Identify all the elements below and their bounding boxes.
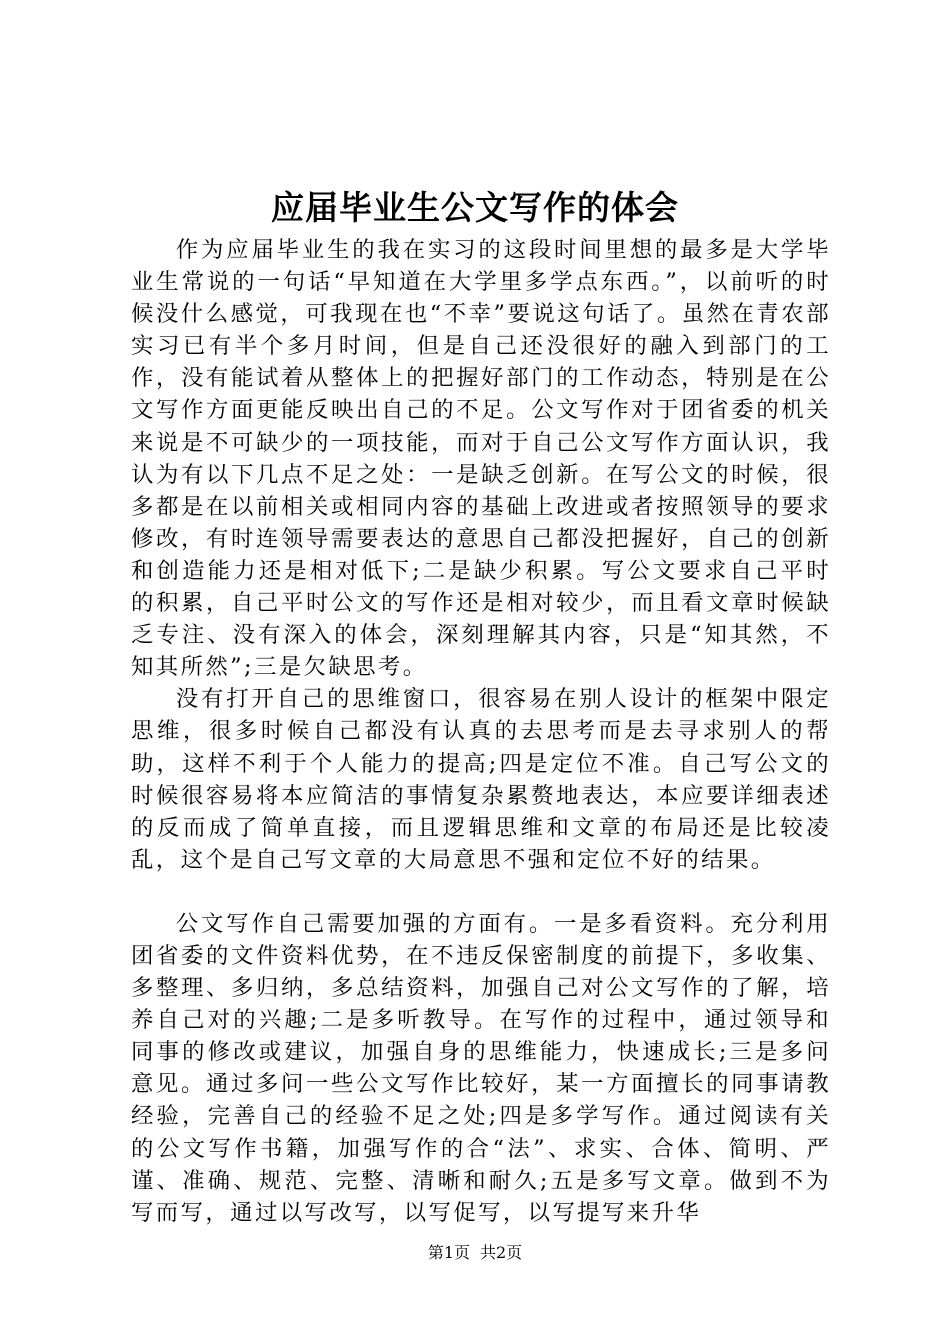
paragraph-1: 作为应届毕业生的我在实习的这段时间里想的最多是大学毕业生常说的一句话“早知道在大学里多学点东西。”，以前听的时候没什么感觉，可我现在也“不幸”要说这句话了。虽然在青农部实习已有半个多月时间，但是自己还没很好的融入到部门的工作，没有能试着从整体上的把握好部门的工作动态，特别是在公文写作方面更能反映出自己的不足。公文写作对于团省委的机关来说是不可缺少的一项技能，而对于自己公文写作方面认识，我认为有以下几点不足之处：一是缺乏创新。在写公文的时候，很多都是在以前相关或相同内容的基础上改进或者按照领导的要求修改，有时连领导需要表达的意思自己都没把握好，自己的创新和创造能力还是相对低下;二是缺少积累。写公文要求自己平时的积累，自己平时公文的写作还是相对较少，而且看文章时候缺乏专注、没有深入的体会，深刻理解其内容，只是“知其然，不知其所然”;三是欠缺思考。 xyxy=(131,237,831,681)
page-total: 共2页 xyxy=(480,1243,523,1262)
paragraph-3: 公文写作自己需要加强的方面有。一是多看资料。充分利用团省委的文件资料优势，在不违反保密制度的前提下，多收集、多整理、多归纳，多总结资料，加强自己对公文写作的了解，培养自己对的兴趣;二是多听教导。在写作的过程中，通过领导和同事的修改或建议，加强自身的思维能力，快速成长;三是多问意见。通过多问一些公文写作比较好，某一方面擅长的同事请教经验，完善自己的经验不足之处;四是多学写作。通过阅读有关的公文写作书籍，加强写作的合“法”、求实、合体、简明、严谨、准确、规范、完整、清晰和耐久;五是多写文章。做到不为写而写，通过以写改写，以写促写，以写提写来升华 xyxy=(131,910,831,1226)
page-number: 第1页 xyxy=(427,1243,470,1262)
page-footer xyxy=(0,1241,950,1265)
paragraph-2: 没有打开自己的思维窗口，很容易在别人设计的框架中限定思维，很多时候自己都没有认真的去思考而是去寻求别人的帮助，这样不利于个人能力的提高;四是定位不准。自己写公文的时候很容易将本应简洁的事情复杂累赘地表达，本应要详细表述的反而成了简单直接，而且逻辑思维和文章的布局还是比较凌乱，这个是自己写文章的大局意思不强和定位不好的结果。 xyxy=(131,686,831,873)
document-body xyxy=(131,234,831,1229)
paragraph-spacer xyxy=(131,876,831,908)
document-title: 应届毕业生公文写作的体会 xyxy=(271,188,679,227)
